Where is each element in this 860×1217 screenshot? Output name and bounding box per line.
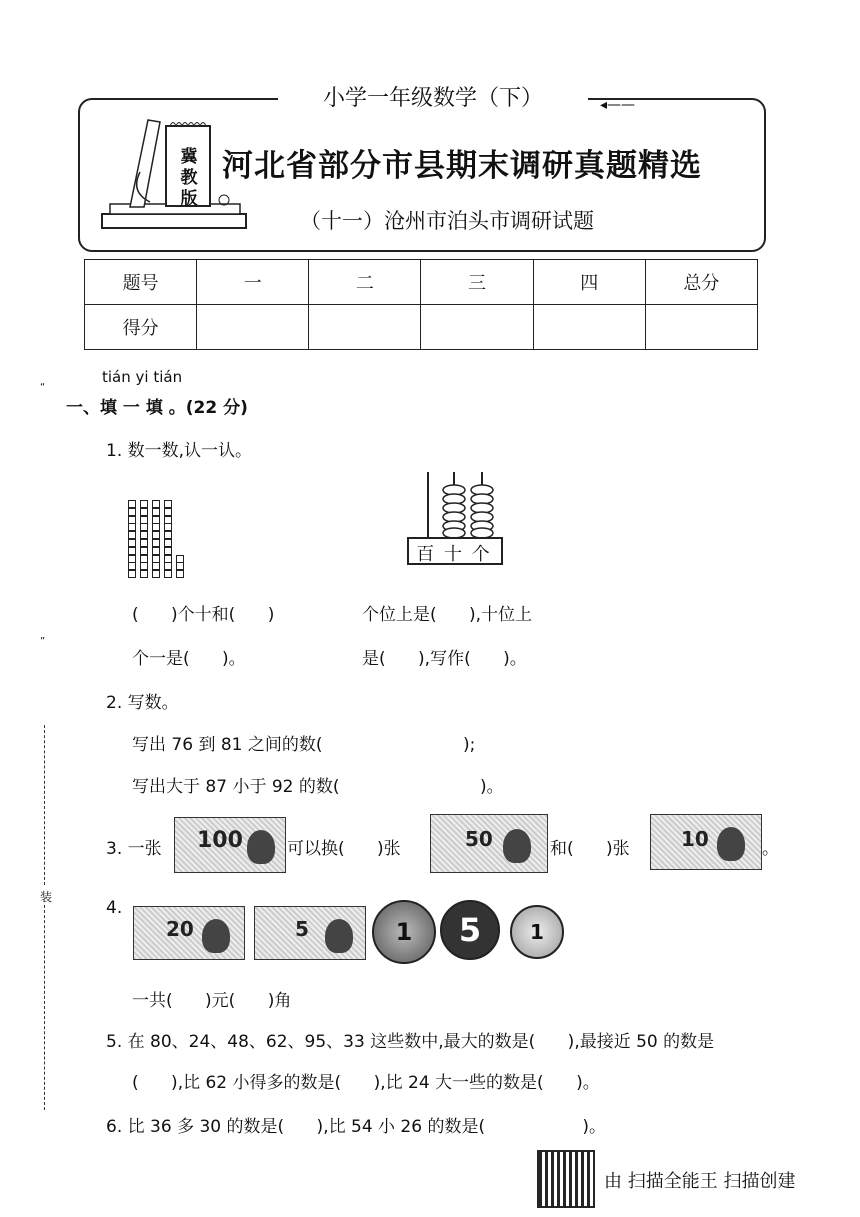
question-2-title: 2. 写数。 <box>106 693 179 713</box>
section-heading: 一、填 一 填 。(22 分) <box>66 398 248 418</box>
ten-block-unit <box>152 523 160 531</box>
ten-block-unit <box>164 523 172 531</box>
banknote-50-icon: 50 <box>430 814 548 873</box>
coin-5-jiao-icon: 5 <box>440 900 500 960</box>
score-input-cell[interactable] <box>421 305 533 350</box>
table-cell: 三 <box>421 260 533 305</box>
ten-block-unit <box>128 539 136 547</box>
q2-line2: 写出大于 87 小于 92 的数( )。 <box>132 777 504 797</box>
ten-block-unit <box>128 562 136 570</box>
score-input-cell[interactable] <box>533 305 645 350</box>
one-block-unit <box>176 555 184 563</box>
question-1-title: 1. 数一数,认一认。 <box>106 441 253 461</box>
series-title: 小学一年级数学（下） <box>278 84 588 114</box>
ten-block-unit <box>152 531 160 539</box>
ten-block-unit <box>140 516 148 524</box>
abacus-label: 百 十 个 <box>416 544 492 565</box>
counting-blocks <box>128 500 198 580</box>
table-cell: 四 <box>533 260 645 305</box>
score-input-cell[interactable] <box>645 305 757 350</box>
ten-block-unit <box>152 539 160 547</box>
scanner-watermark: 由 扫描全能王 扫描创建 <box>604 1171 796 1192</box>
ten-block-unit <box>140 570 148 578</box>
margin-mark: ” <box>40 636 46 647</box>
ten-block-unit <box>164 555 172 563</box>
ten-block-unit <box>164 570 172 578</box>
q3-prefix: 3. 一张 <box>106 839 162 859</box>
coin-1-jiao-icon: 1 <box>510 905 564 959</box>
ten-block-unit <box>140 555 148 563</box>
score-input-cell[interactable] <box>197 305 309 350</box>
section-pinyin: tián yi tián <box>102 368 183 386</box>
ten-block-unit <box>164 531 172 539</box>
ten-block-unit <box>128 531 136 539</box>
ten-block-unit <box>128 508 136 516</box>
one-block-unit <box>176 562 184 570</box>
edition-badge: 冀教版 <box>180 147 198 209</box>
ten-block-unit <box>152 547 160 555</box>
table-cell: 一 <box>197 260 309 305</box>
q1-right-line1: 个位上是( ),十位上 <box>362 605 533 625</box>
ten-block-unit <box>164 500 172 508</box>
sub-title: （十一）沧州市泊头市调研试题 <box>300 209 594 233</box>
score-input-cell[interactable] <box>309 305 421 350</box>
arrow-left-icon: ◂—— <box>600 97 636 113</box>
qr-code-icon <box>537 1150 595 1208</box>
ten-block-unit <box>140 562 148 570</box>
ten-block-unit <box>140 500 148 508</box>
ten-block-unit <box>164 547 172 555</box>
banknote-20-icon: 20 <box>133 906 245 960</box>
q3-mid2: 和( )张 <box>550 839 630 859</box>
ten-block-unit <box>164 562 172 570</box>
margin-mark: “ <box>40 382 46 393</box>
binding-line <box>44 905 45 1110</box>
ten-block-unit <box>152 555 160 563</box>
ten-block-unit <box>140 539 148 547</box>
ten-block-unit <box>164 516 172 524</box>
ten-block-unit <box>164 539 172 547</box>
table-cell: 总分 <box>645 260 757 305</box>
ten-block-unit <box>140 508 148 516</box>
banknote-10-icon: 10 <box>650 814 762 870</box>
ten-block-unit <box>140 523 148 531</box>
ten-block-unit <box>152 508 160 516</box>
table-cell: 题号 <box>85 260 197 305</box>
q4-answer: 一共( )元( )角 <box>132 991 292 1011</box>
q6-line: 6. 比 36 多 30 的数是( ),比 54 小 26 的数是( )。 <box>106 1117 607 1137</box>
q1-left-line2: 个一是( )。 <box>132 649 246 669</box>
score-table <box>84 259 758 350</box>
ten-block-unit <box>152 516 160 524</box>
table-cell: 得分 <box>85 305 197 350</box>
ten-block-unit <box>152 570 160 578</box>
binding-mark: 装 <box>40 890 53 904</box>
q2-line1: 写出 76 到 81 之间的数( ); <box>132 735 476 755</box>
main-title: 河北省部分市县期末调研真题精选 <box>222 148 702 184</box>
table-row <box>85 260 758 305</box>
ten-block-unit <box>140 531 148 539</box>
ten-block-unit <box>128 523 136 531</box>
q5-line2: ( ),比 62 小得多的数是( ),比 24 大一些的数是( )。 <box>132 1073 600 1093</box>
ten-block-unit <box>140 547 148 555</box>
q1-right-line2: 是( ),写作( )。 <box>362 649 527 669</box>
ten-block-unit <box>128 570 136 578</box>
q3-end: 。 <box>762 839 779 859</box>
coin-1-yuan-icon: 1 <box>372 900 436 964</box>
banknote-5-icon: 5 <box>254 906 366 960</box>
one-block-unit <box>176 570 184 578</box>
q1-left-line1: ( )个十和( ) <box>132 605 275 625</box>
ten-block-unit <box>128 547 136 555</box>
q5-line1: 5. 在 80、24、48、62、95、33 这些数中,最大的数是( ),最接近 50 的数是 <box>106 1032 715 1052</box>
q4-number: 4. <box>106 898 123 918</box>
table-row <box>85 305 758 350</box>
binding-line <box>44 725 45 885</box>
table-cell: 二 <box>309 260 421 305</box>
ten-block-unit <box>128 555 136 563</box>
q3-mid1: 可以换( )张 <box>287 839 401 859</box>
ten-block-unit <box>128 500 136 508</box>
ten-block-unit <box>164 508 172 516</box>
ten-block-unit <box>152 562 160 570</box>
ten-block-unit <box>128 516 136 524</box>
banknote-100-icon: 100 <box>174 817 286 873</box>
ten-block-unit <box>152 500 160 508</box>
